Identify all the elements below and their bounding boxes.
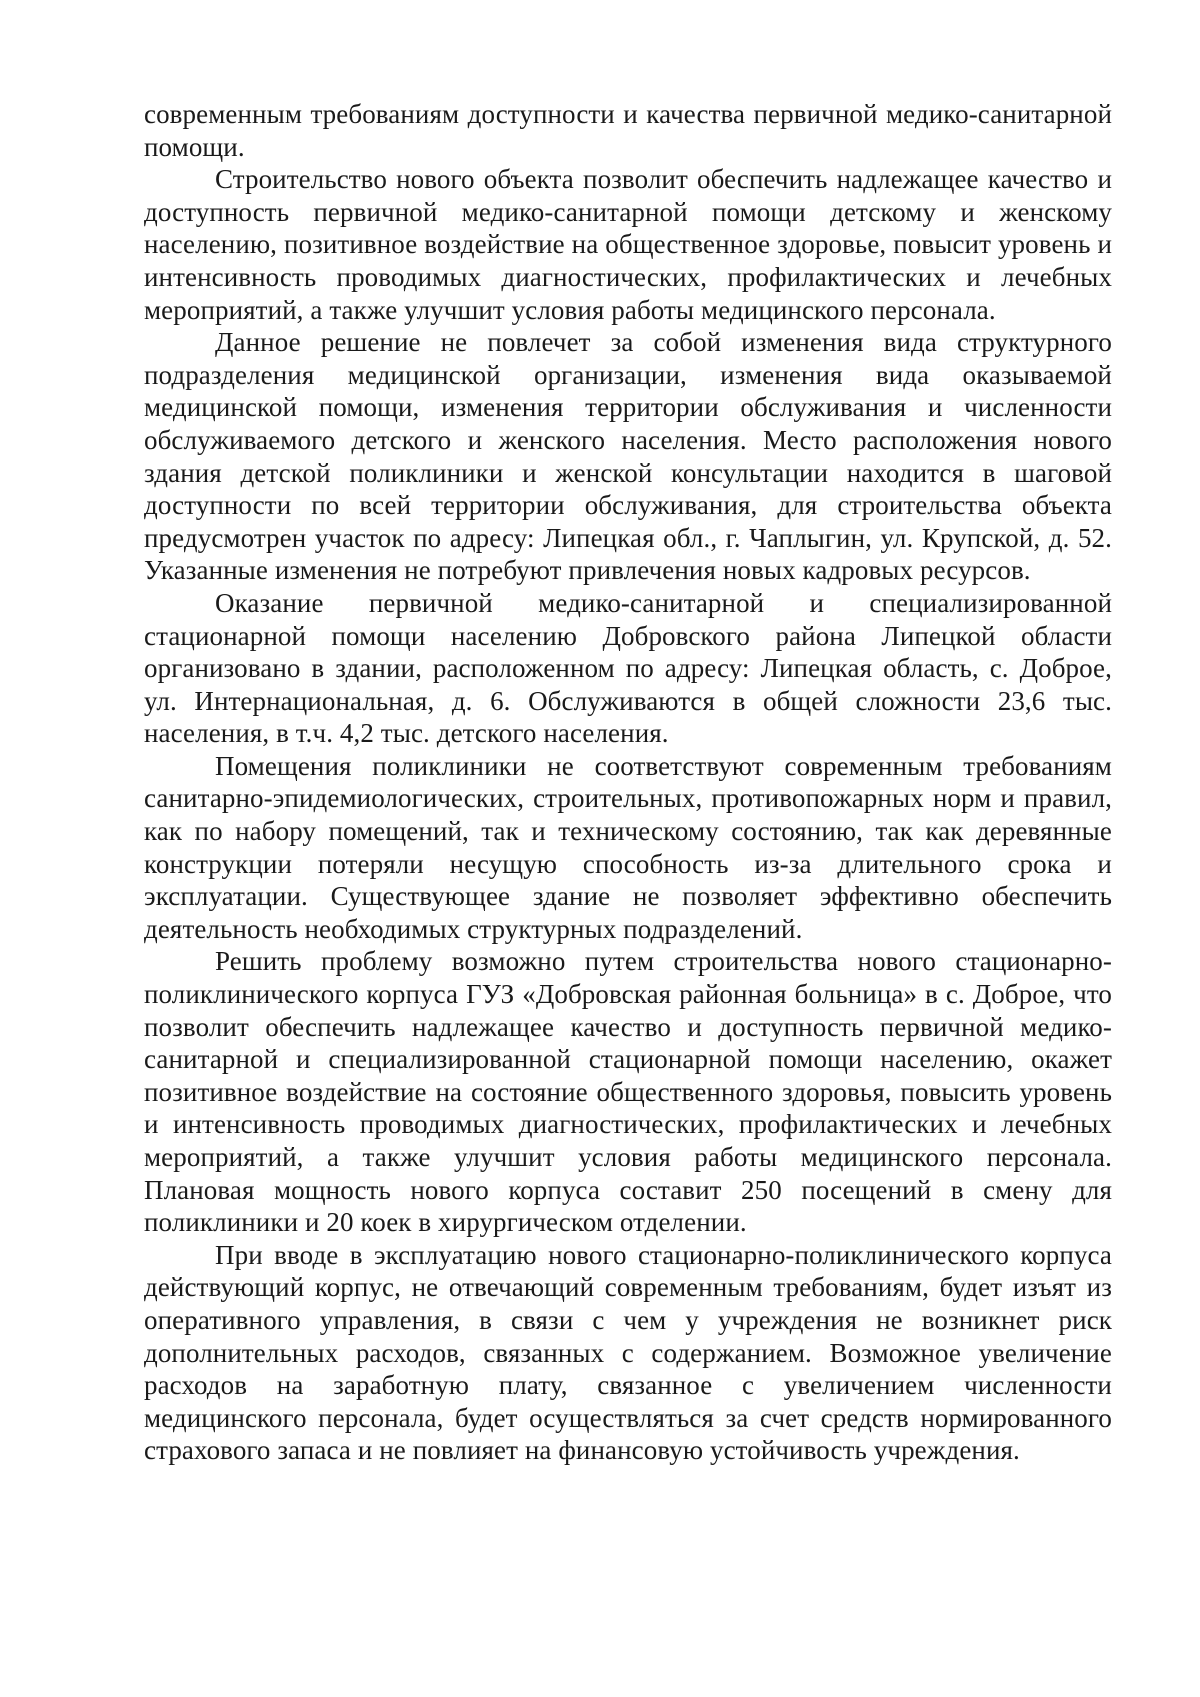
paragraph-decision-consequences: Данное решение не повлечет за собой изменения вида структурного подразделения медицинской организации, изменения вида оказываемой медицинской помощи, изменения территории обслуживания и численности обслуживаемого детского и женского населения. Место расположения нового здания детской поликлиники и женской консультации находится в шаговой доступности по всей территории обслуживания, для строительства объекта предусмотрен участок по адресу: Липецкая обл., г. Чаплыгин, ул. Крупской, д. 52. Указанные изменения не потребуют привлечения новых кадровых ресурсов.: [144, 327, 1112, 586]
paragraph-clinic-premises: Помещения поликлиники не соответствуют современным требованиям санитарно-эпидемиологических, строительных, противопожарных норм и правил, как по набору помещений, так и техническому состоянию, так как деревянные конструкции потеряли несущую способность из-за длительного срока и эксплуатации. Существующее здание не позволяет эффективно обеспечить деятельность необходимых структурных подразделений.: [144, 750, 1112, 944]
paragraph-construction-benefits: Строительство нового объекта позволит обеспечить надлежащее качество и доступность первичной медико-санитарной помощи детскому и женскому населению, позитивное воздействие на общественное здоровье, повысит уровень и интенсивность проводимых диагностических, профилактических и лечебных мероприятий, а также улучшит условия работы медицинского персонала.: [144, 164, 1112, 325]
paragraph-commissioning: При вводе в эксплуатацию нового стационарно-поликлинического корпуса действующий корпус, не отвечающий современным требованиям, будет изъят из оперативного управления, в связи с чем у учреждения не возникнет риск дополнительных расходов, связанных с содержанием. Возможное увеличение расходов на заработную плату, связанное с увеличением численности медицинского персонала, будет осуществляться за счет средств нормированного страхового запаса и не повлияет на финансовую устойчивость учреждения.: [144, 1239, 1112, 1466]
paragraph-solution: Решить проблему возможно путем строительства нового стационарно-поликлинического корпуса ГУЗ «Добровская районная больница» в с. Доброе, что позволит обеспечить надлежащее качество и доступность первичной медико-санитарной и специализированной стационарной помощи населению, окажет позитивное воздействие на состояние общественного здоровья, повысить уровень и интенсивность проводимых диагностических, профилактических и лечебных мероприятий, а также улучшит условия работы медицинского персонала. Плановая мощность нового корпуса составит 250 посещений в смену для поликлиники и 20 коек в хирургическом отделении.: [144, 946, 1112, 1238]
document-body: [144, 98, 1112, 1467]
paragraph-dobrovsky-care: Оказание первичной медико-санитарной и специализированной стационарной помощи населению Добровского района Липецкой области организовано в здании, расположенном по адресу: Липецкая область, с. Доброе, ул. Интернациональная, д. 6. Обслуживаются в общей сложности 23,6 тыс. населения, в т.ч. 4,2 тыс. детского населения.: [144, 587, 1112, 749]
paragraph-continuation: современным требованиям доступности и качества первичной медико-санитарной помощи.: [144, 99, 1112, 162]
